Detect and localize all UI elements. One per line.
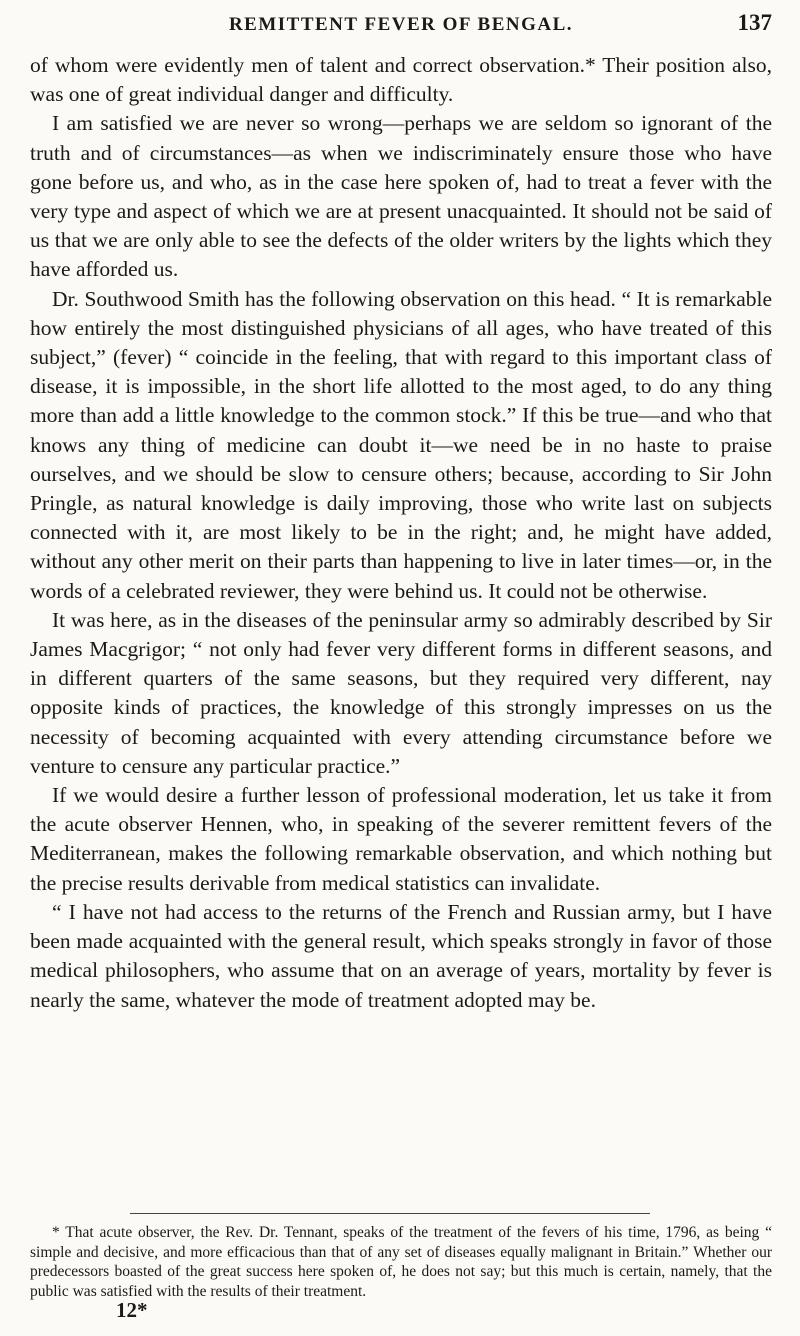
signature-mark: 12* (116, 1298, 148, 1322)
page-header (30, 8, 772, 48)
body-text (30, 51, 772, 1015)
paragraph: Dr. Southwood Smith has the following observation on this head. “ It is remarkable how entirely the most distinguished physicians of all ages, who have treated of this subject,” (fever) “ coincide in the feeling, that with regard to this important class of disease, it is impossible, in the short life allotted to the most aged, to do any thing more than add a little knowledge to the common stock.” If this be true—and who that knows any thing of medicine can doubt it—we need be in no haste to praise ourselves, and we should be slow to censure others; because, according to Sir John Pringle, as natural knowledge is daily improving, those who write last on subjects connected with it, are most likely to be in the right; and, he might have added, without any other merit on their parts than happening to live in later times—or, in the words of a celebrated reviewer, they were behind us. It could not be otherwise. (30, 286, 772, 603)
paragraph: It was here, as in the diseases of the peninsular army so admirably described by Sir James Macgrigor; “ not only had fever very different forms in different seasons, and in different quarters of the same seasons, but they required very different, nay opposite kinds of practices, the knowledge of this strongly impresses on us the necessity of becoming acquainted with every attending circumstance before we venture to censure any particular practice.” (30, 607, 772, 778)
footnote (30, 1223, 772, 1301)
page-number: 137 (737, 10, 772, 35)
paragraph: “ I have not had access to the returns of the French and Russian army, but I have been made acquainted with the general result, which speaks strongly in favor of those medical philosophers, who assume that on an average of years, mortality by fever is nearly the same, whatever the mode of treatment adopted may be. (30, 899, 772, 1012)
footnote-text: * That acute observer, the Rev. Dr. Tennant, speaks of the treatment of the fevers of his time, 1796, as being “ simple and decisive, and more efficacious than that of any set of diseases equally malignant in Britain.” Whether our predecessors boasted of the great success here spoken of, he does not say; but this much is certain, namely, that the public was satisfied with the results of their treatment. (30, 1224, 772, 1300)
paragraph: I am satisfied we are never so wrong—perhaps we are seldom so ignorant of the truth and of circumstances—as when we indiscriminately ensure those who have gone before us, and who, as in the case here spoken of, had to treat a fever with the very type and aspect of which we are at present unacquainted. It should not be said of us that we are only able to see the defects of the older writers by the lights which they have afforded us. (30, 111, 772, 282)
running-head: REMITTENT FEVER OF BENGAL. (228, 14, 574, 35)
paragraph: of whom were evidently men of talent and correct observation.* Their position also, was one of great individual danger and difficulty. (30, 53, 772, 107)
paragraph: If we would desire a further lesson of professional moderation, let us take it from the acute observer Hennen, who, in speaking of the severer remittent fevers of the Mediterranean, makes the following remarkable observation, and which nothing but the precise results derivable from medical statistics can invalidate. (30, 783, 772, 895)
footnote-divider (130, 1213, 650, 1214)
